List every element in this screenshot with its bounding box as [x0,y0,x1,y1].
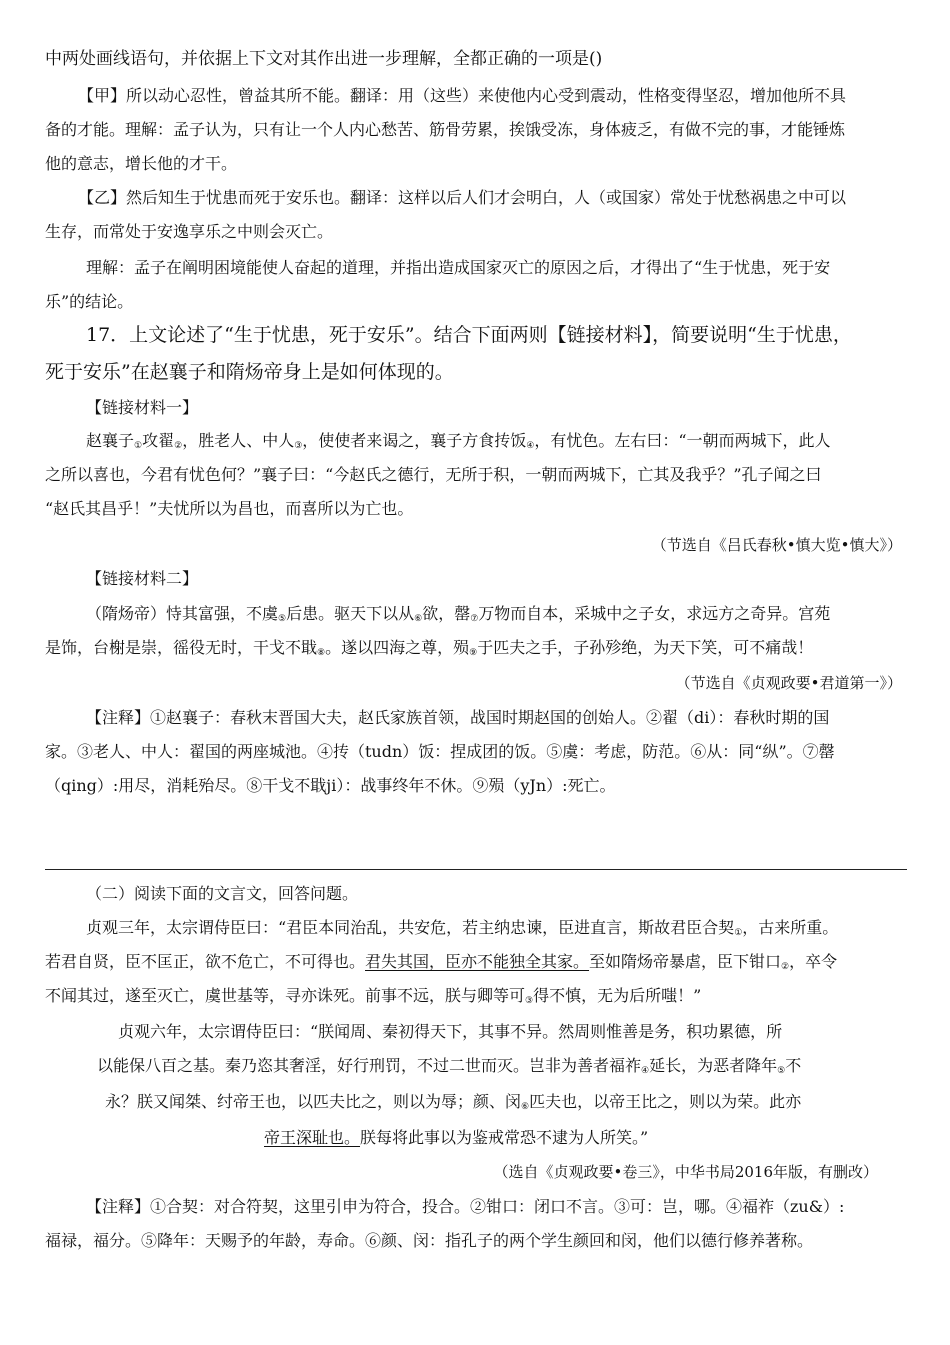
option-jia-line-3: 他的意志，增长他的才干。 [45,154,238,173]
option-yi-line-1: 【乙】然后知生于忧患而死于安乐也。翻译：这样以后人们才会明白，人（或国家）常处于忧愁祸患之中可以 [78,188,847,207]
notes-1-line-3: （qing）:用尽，消耗殆尽。⑧干戈不戢ji）：战事终年不休。⑨殒（yJn）:死亡。 [45,776,616,795]
passage-p1-line-2: 若君自贤，臣不匡正，欲不危亡，不可得也。君失其国，臣亦不能独全其家。至如隋炀帝暴虐，臣下钳口$_②$，卒令 [45,952,838,972]
option-jia-line-1: 【甲】所以动心忍性，曾益其所不能。翻译：用（这些）来使他内心受到震动，性格变得坚忍，增加他所不具 [78,86,847,105]
link-material-2-line-2: 是饰，台榭是崇，徭役无时，干戈不戢$_⑧$。遂以四海之尊，殒$_⑨$于匹夫之手，子孙殄绝，为天下笑，可不痛哉！ [45,638,814,658]
notes-2-line-1: 【注释】①合契：对合符契，这里引申为符合，投合。②钳口：闭口不言。③可：岂，哪。④福祚（zu&）: [86,1197,845,1216]
link-material-2-source: （节选自《贞观政要•君道第一》） [675,674,902,692]
question-17-line-2: 死于安乐”在赵襄子和隋炀帝身上是如何体现的。 [45,361,454,383]
question-intro: 中两处画线语句，并依据上下文对其作出进一步理解，全都正确的一项是() [45,49,603,69]
underlined-sentence-2: 帝王深耻也。 [264,1128,361,1147]
question-17-line-1: 17．上文论述了“生于忧患，死于安乐”。结合下面两则【链接材料】，简要说明“生于忧患， [86,324,852,346]
notes-1-line-1: 【注释】①赵襄子：春秋末晋国大夫，赵氏家族首领，战国时期赵国的创始人。②翟（di）：春秋时期的国 [86,708,830,727]
section-divider [45,869,907,870]
passage-p2-line-2: 以能保八百之基。秦乃恣其奢淫，好行刑罚，不过二世而灭。岂非为善者福祚$_④$延长，为恶者降年$_⑤$不 [97,1056,802,1076]
passage-p2-line-1: 贞观六年，太宗谓侍臣曰：“朕闻周、秦初得天下，其事不异。然周则惟善是务，积功累德，所 [118,1022,783,1041]
option-jia-line-2: 备的才能。理解：孟子认为，只有让一个人内心愁苦、筋骨劳累，挨饿受冻，身体疲乏，有做不完的事，才能锤炼 [45,120,846,139]
link-material-1-line-2: 之所以喜也，今君有忧色何？”襄子曰：“今赵氏之德行，无所于积，一朝而两城下，亡其及我乎？”孔子闻之曰 [45,465,822,484]
option-yi-line-3: 理解：孟子在阐明困境能使人奋起的道理，并指出造成国家灭亡的原因之后，才得出了“生于忧患，死于安 [86,258,831,277]
part2-heading: （二）阅读下面的文言文，回答问题。 [86,884,359,903]
passage-p2-line-3: 永？朕又闻桀、纣帝王也，以匹夫比之，则以为辱；颜、闵$_⑥$匹夫也，以帝王比之，则以为荣。此亦 [105,1092,802,1112]
underlined-sentence-1: 君失其国，臣亦不能独全其家。 [365,952,590,971]
passage-p1-line-3: 不闻其过，遂至灭亡，虞世基等，寻亦诛死。前事不远，朕与卿等可$_③$得不慎，无为后所嗤！” [45,986,702,1006]
passage-source: （选自《贞观政要•卷三》，中华书局2016年版，有删改） [493,1163,878,1181]
passage-p2-line-4: 帝王深耻也。朕每将此事以为鉴戒常恐不逮为人所笑。” [264,1128,649,1147]
link-material-1-source: （节选自《吕氏春秋•慎大览•慎大》） [651,536,902,554]
link-material-1-line-3: “赵氏其昌乎！”夫忧所以为昌也，而喜所以为亡也。 [45,499,414,518]
option-yi-line-2: 生存，而常处于安逸享乐之中则会灭亡。 [45,222,334,241]
link-material-2-title: 【链接材料二】 [86,569,199,588]
link-material-1-title: 【链接材料一】 [86,398,199,417]
link-material-1-line-1: 赵襄子$_①$攻翟$_②$，胜老人、中人$_③$，使使者来谒之，襄子方食抟饭$_④$，有忧色。左右曰：“一朝而两城下，此人 [86,431,831,451]
notes-2-line-2: 福禄，福分。⑤降年：天赐予的年龄，寿命。⑥颜、闵：指孔子的两个学生颜回和闵，他们以德行修养著称。 [45,1231,814,1250]
notes-1-line-2: 家。③老人、中人：翟国的两座城池。④抟（tudn）饭：捏成团的饭。⑤虞：考虑，防范。⑥从：同“纵”。⑦罄 [45,742,835,761]
passage-p1-line-1: 贞观三年，太宗谓侍臣曰：“君臣本同治乱，共安危，若主纳忠谏，臣进直言，斯故君臣合契$_①$，古来所重。 [86,918,839,938]
link-material-2-line-1: （隋炀帝）恃其富强，不虞$_⑤$后患。驱天下以从$_⑥$欲，罄$_⑦$万物而自本，采城中之子女，求远方之奇异。宫苑 [86,604,831,624]
option-yi-line-4: 乐”的结论。 [45,292,134,311]
